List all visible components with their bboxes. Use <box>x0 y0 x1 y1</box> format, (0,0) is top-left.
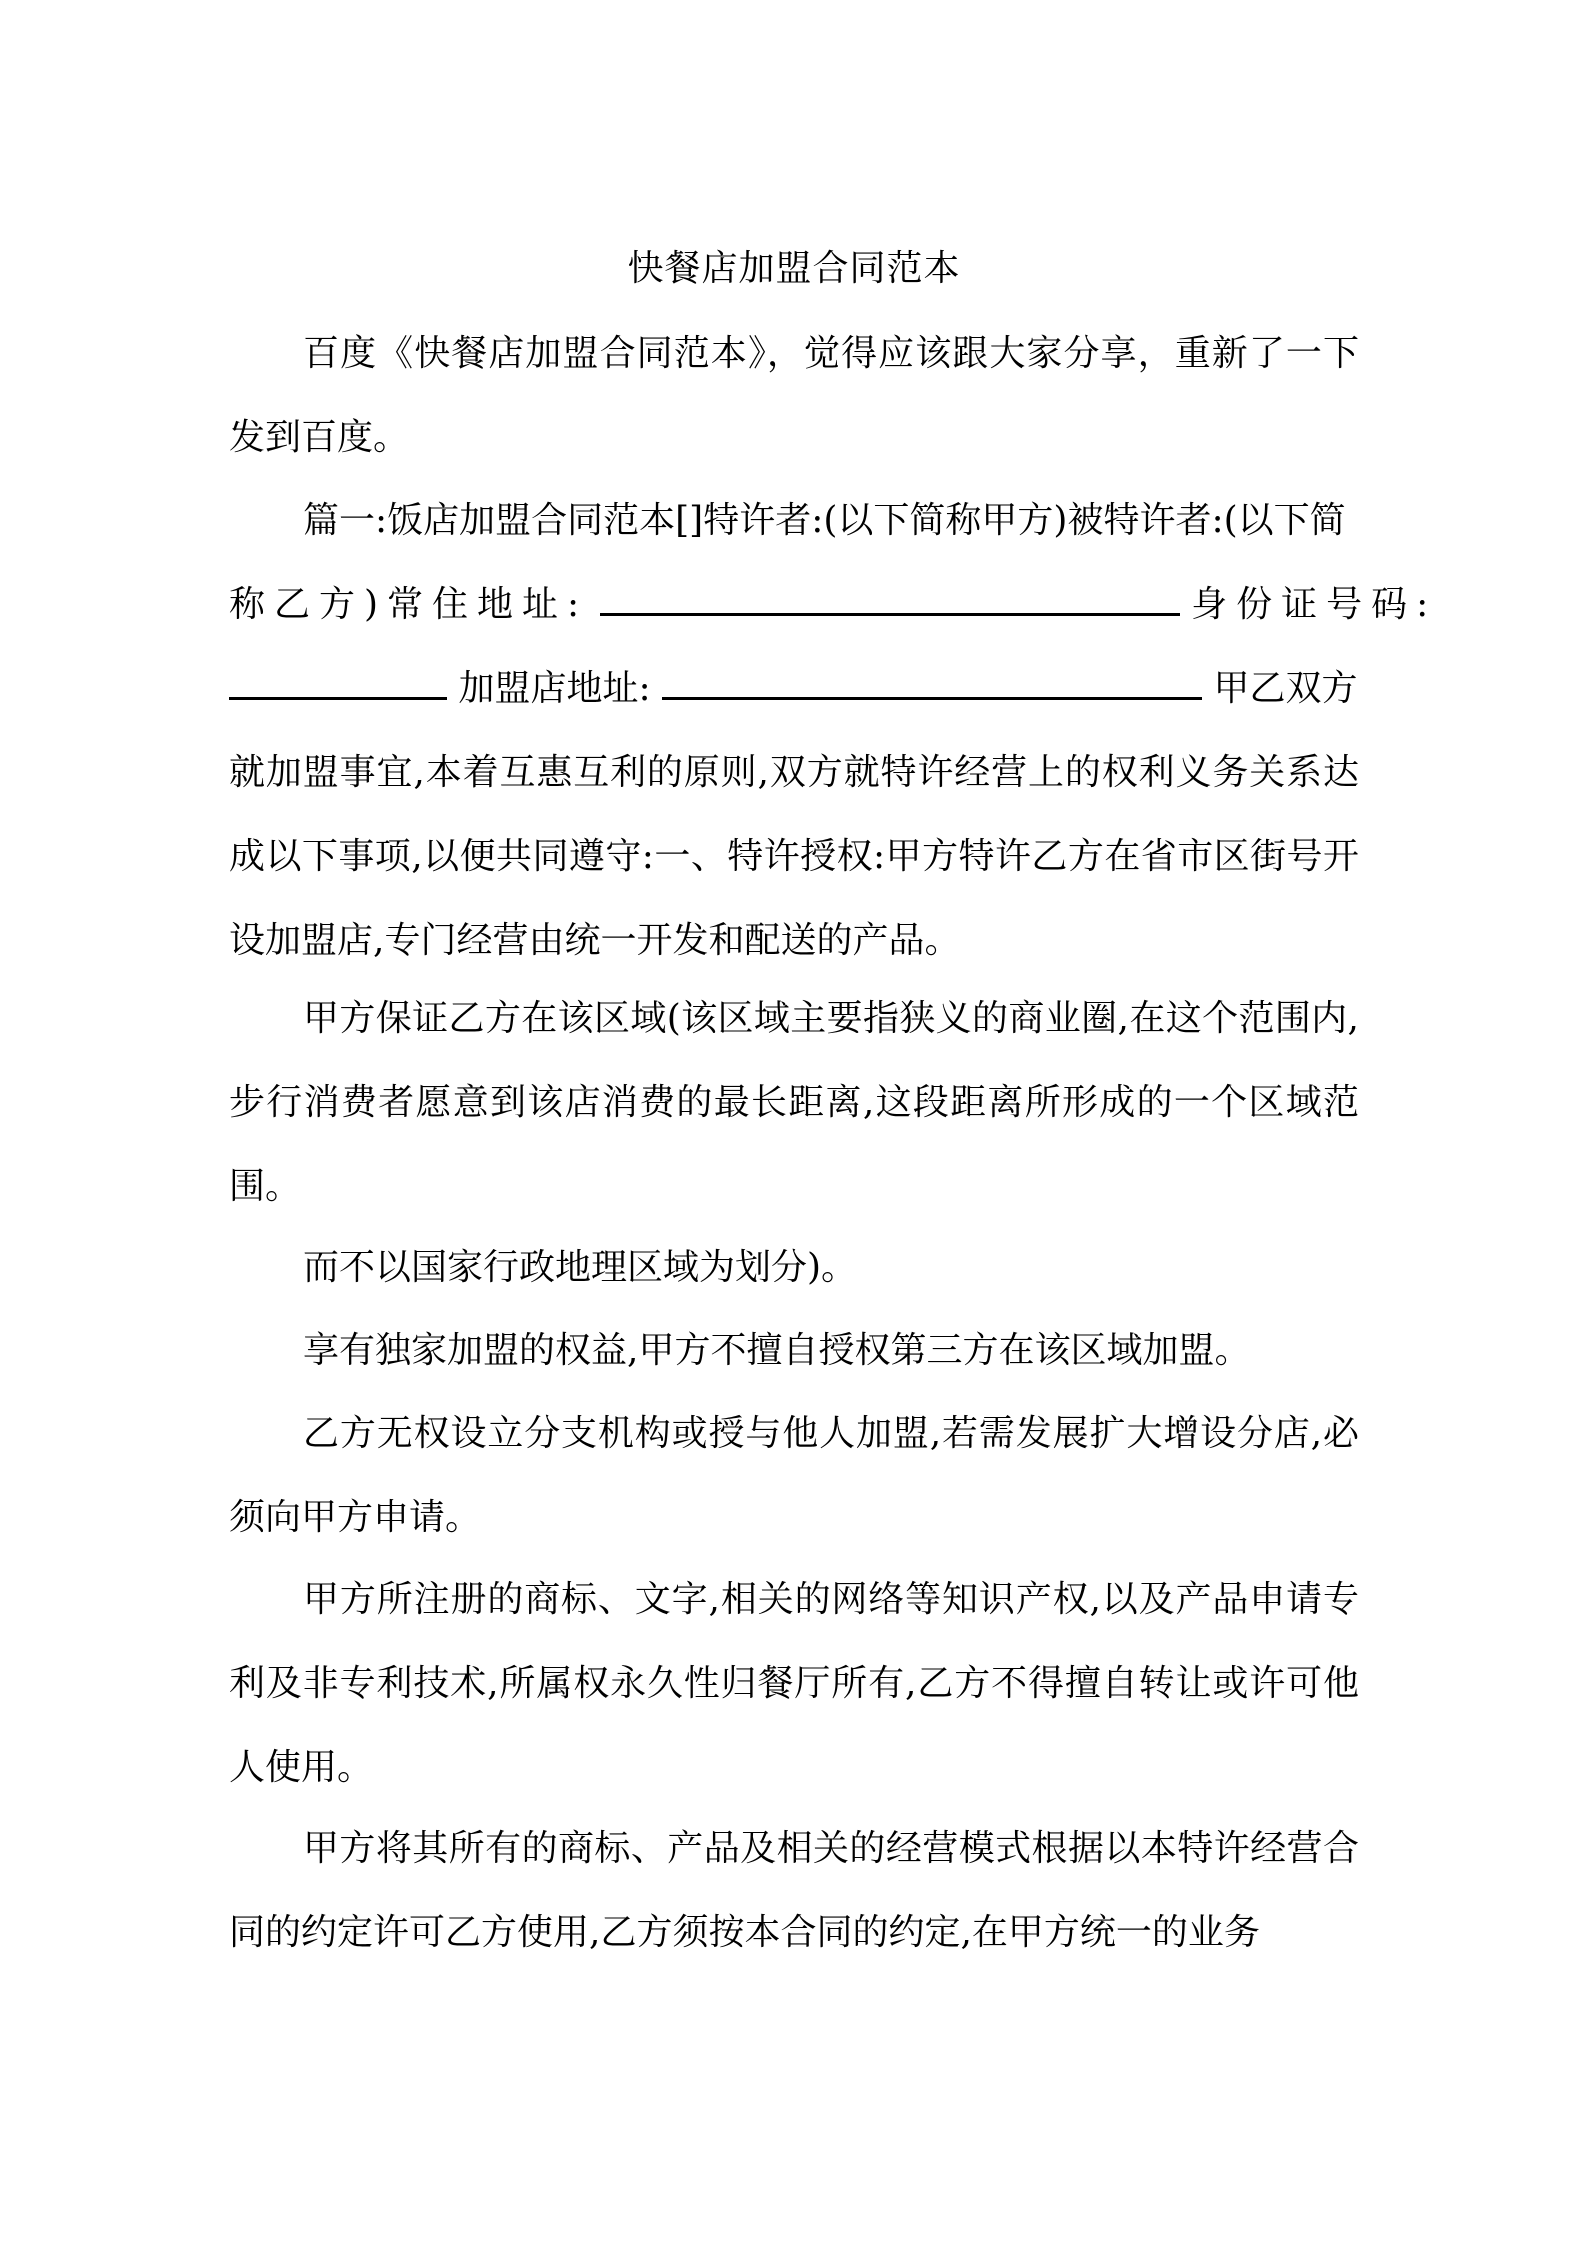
store-address-blank[interactable] <box>662 667 1202 700</box>
section-one-heading-text: 篇一:饭店加盟合同范本[]特许者:(以下简称甲方)被特许者:(以下简 <box>303 500 1346 541</box>
section-one-paragraph <box>229 479 1438 983</box>
paragraph-territory: 甲方保证乙方在该区域(该区域主要指狭义的商业圈,在这个范围内,步行消费者愿意到该店消费的最长距离,这段距离所形成的一个区域范围。 <box>229 998 1359 1207</box>
section-one-line-1 <box>229 479 1359 563</box>
resident-address-blank[interactable] <box>600 583 1180 616</box>
intro-paragraph: 百度《快餐店加盟合同范本》，觉得应该跟大家分享，重新了一下发到百度。 <box>229 333 1359 458</box>
paragraph-branches: 乙方无权设立分支机构或授与他人加盟,若需发展扩大增设分店,必须向甲方申请。 <box>229 1413 1359 1538</box>
paragraph-division: 而不以国家行政地理区域为划分)。 <box>303 1247 858 1288</box>
both-parties-text: 甲乙双方 <box>1213 668 1358 709</box>
section-one-line-3 <box>229 647 1359 731</box>
section-one-line-2 <box>229 563 1438 647</box>
id-number-blank[interactable] <box>229 667 447 700</box>
id-number-label: 身份证号码: <box>1191 584 1438 625</box>
paragraph-ip: 甲方所注册的商标、文字,相关的网络等知识产权,以及产品申请专利及非专利技术,所属权永久性归餐厅所有,乙方不得擅自转让或许可他人使用。 <box>229 1579 1359 1788</box>
section-one-rest: 就加盟事宜,本着互惠互利的原则,双方就特许经营上的权利义务关系达成以下事项,以便共同遵守:一、特许授权:甲方特许乙方在省市区街号开设加盟店,专门经营由统一开发和配送的产品。 <box>229 752 1359 961</box>
document-title: 快餐店加盟合同范本 <box>627 248 961 289</box>
store-address-label: 加盟店地址: <box>458 668 651 709</box>
paragraph-license: 甲方将其所有的商标、产品及相关的经营模式根据以本特许经营合同的约定许可乙方使用,乙方须按本合同的约定,在甲方统一的业务 <box>229 1828 1359 1953</box>
paragraph-exclusive: 享有独家加盟的权益,甲方不擅自授权第三方在该区域加盟。 <box>303 1330 1251 1371</box>
resident-address-label: 称乙方)常住地址: <box>229 584 589 625</box>
